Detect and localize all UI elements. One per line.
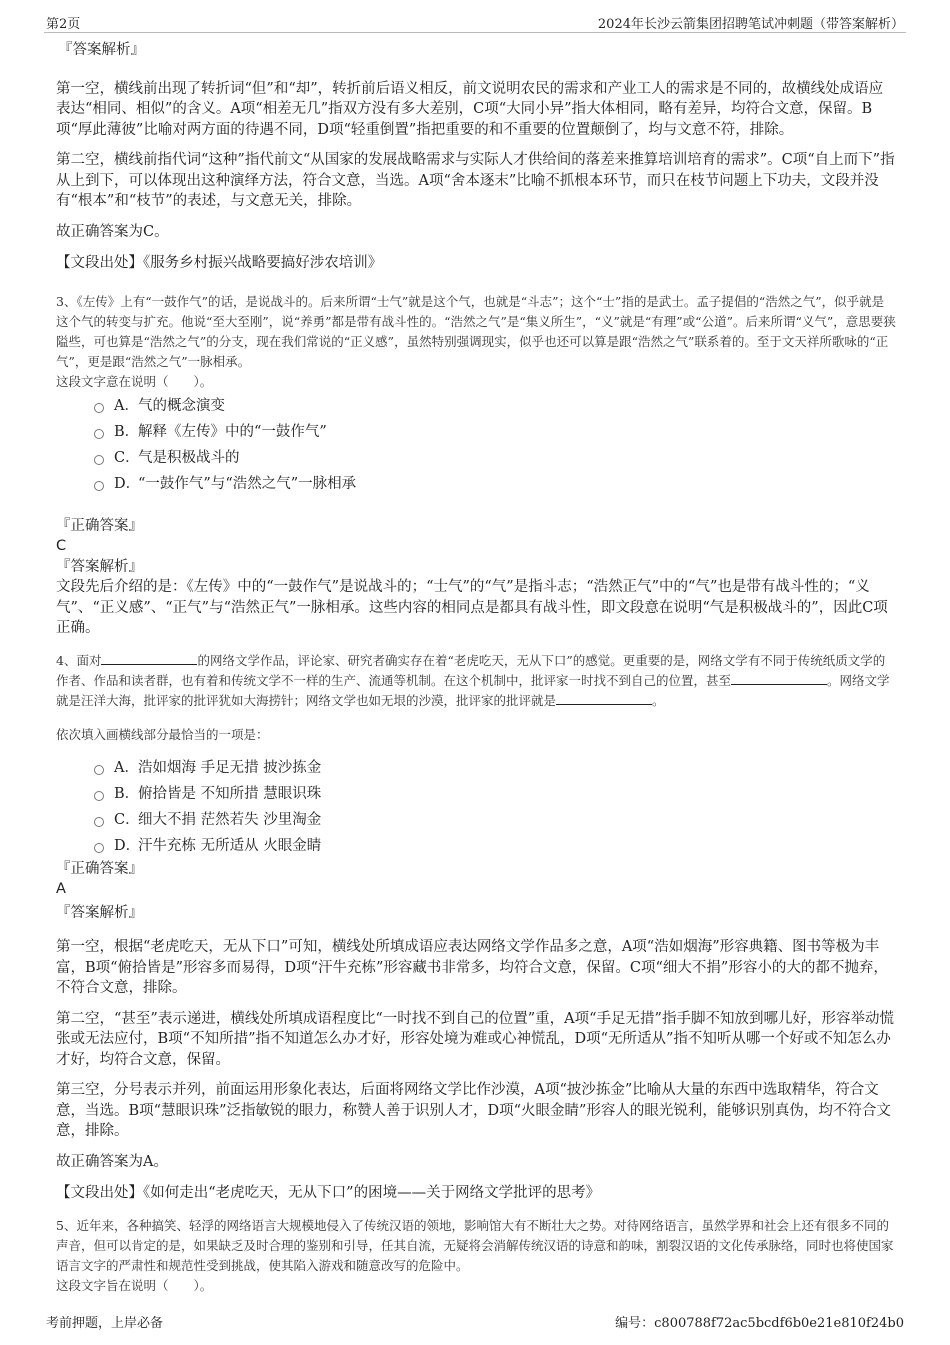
q3-options — [94, 393, 896, 497]
q2-analysis-para1: 第一空，横线前出现了转折词“但”和“却”，转折前后语义相反，前文说明农民的需求和产业工人的需求是不同的，故横线处成语应表达“相同、相似”的含义。A项“相差无几”指双方没有多大差别，C项“大同小异”指大体相同，略有差异，均符合文意，保留。B项“厚此薄彼”比喻对两方面的待遇不同，D项“轻重倒置”指把重要的和不重要的位置颠倒了，均与文意不符，排除。 — [56, 80, 884, 138]
q3-option-d[interactable]: D．“一鼓作气”与“浩然之气”一脉相承 — [94, 471, 896, 497]
q4-correct-label: 『正确答案』 — [56, 860, 143, 877]
q4-option-d[interactable]: D．汗牛充栋 无所适从 火眼金睛 — [94, 833, 896, 859]
blank-1 — [101, 652, 197, 665]
radio-icon[interactable] — [94, 817, 104, 827]
document-id: 编号：c800788f72ac5bcdf6b0e21e810f24b0 — [615, 1316, 904, 1331]
blank-3 — [556, 692, 652, 705]
q4-option-b[interactable]: B．俯拾皆是 不知所措 慧眼识珠 — [94, 781, 896, 807]
q4-analysis-label: 『答案解析』 — [56, 904, 143, 921]
document-title: 2024年长沙云箭集团招聘笔试冲刺题（带答案解析） — [597, 17, 904, 32]
q4-source: 【文段出处】《如何走出“老虎吃天，无从下口”的困境——关于网络文学批评的思考》 — [56, 1185, 601, 1201]
q3-stem: 3、《左传》上有“一鼓作气”的话，是说战斗的。后来所谓“士气”就是这个气，也就是“斗志”；这个“士”指的是武士。孟子提倡的“浩然之气”，似乎就是这个气的转变与扩充。他说“至大至刚”，说“养勇”都是带有战斗性的。“浩然之气”是“集义所生”，“义”就是“有理”或“公道”。后来所谓“义气”，意思要狭隘些，可也算是“浩然之气”的分支，现在我们常说的“正义感”，虽然特别强调现实，似乎也还可以算是跟“浩然之气”联系着的。至于文天祥所歌咏的“正气”，更是跟“浩然之气”一脉相承。 — [56, 293, 896, 369]
radio-icon[interactable] — [94, 429, 104, 439]
page-header — [44, 10, 906, 33]
blank-2 — [731, 672, 827, 685]
q5-stem: 5、近年来，各种搞笑、轻浮的网络语言大规模地侵入了传统汉语的领地，影响馆大有不断壮大之势。对待网络语言，虽然学界和社会上还有很多不同的声音，但可以肯定的是，如果缺乏及时合理的鉴别和引导，任其自流，无疑将会消解传统汉语的诗意和韵味，割裂汉语的文化传承脉络，同时也将使国家语言文字的严肃性和规范性受到挑战，使其陷入游戏和随意改写的危险中。 — [56, 1217, 894, 1273]
footer-slogan: 考前押题，上岸必备 — [46, 1316, 164, 1331]
q4-options — [94, 755, 896, 859]
radio-icon[interactable] — [94, 791, 104, 801]
q3-analysis-label: 『答案解析』 — [56, 558, 143, 575]
q4-analysis-para3: 第三空，分号表示并列，前面运用形象化表达，后面将网络文学比作沙漠，A项“披沙拣金”比喻从大量的东西中选取精华，符合文意，当选。B项“慧眼识珠”泛指敏锐的眼力，称赞人善于识别人才，D项“火眼金睛”形容人的眼光锐利，能够识别真伪，均不符合文意，排除。 — [56, 1082, 891, 1139]
q3-question: 这段文字意在说明（ ）。 — [56, 373, 213, 389]
q4-conclusion: 故正确答案为A。 — [56, 1153, 168, 1170]
q4-option-a[interactable]: A．浩如烟海 手足无措 披沙拣金 — [94, 755, 896, 781]
page-number: 第2页 — [46, 17, 81, 32]
radio-icon[interactable] — [94, 843, 104, 853]
q4-option-c[interactable]: C．细大不捐 茫然若失 沙里淘金 — [94, 807, 896, 833]
radio-icon[interactable] — [94, 455, 104, 465]
q4-correct-answer: A — [56, 881, 66, 897]
radio-icon[interactable] — [94, 481, 104, 491]
q3-option-a[interactable]: A．气的概念演变 — [94, 393, 896, 419]
q3-correct-label: 『正确答案』 — [56, 517, 143, 534]
q2-analysis-label: 『答案解析』 — [58, 42, 145, 58]
q3-correct-answer: C — [56, 538, 67, 554]
q5-question: 这段文字旨在说明（ ）。 — [56, 1277, 213, 1293]
q3-analysis: 文段先后介绍的是：《左传》中的“一鼓作气”是说战斗的；“士气”的“气”是指斗志；“浩然正气”中的“气”也是带有战斗性的；“义气”、“正义感”、“正气”与“浩然正气”一脉相承。这些内容的相同点是都具有战斗性，即文段意在说明“气是积极战斗的”，因此C项正确。 — [56, 579, 888, 636]
q4-analysis-para2: 第二空，“甚至”表示递进，横线处所填成语程度比“一时找不到自己的位置”重，A项“手足无措”指手脚不知放到哪儿好，形容举动慌张或无法应付，B项“不知所措”指不知道怎么办才好，形容处境为难或心神慌乱，D项“无所适从”指不知听从哪一个好或不知怎么办才好，均符合文意，保留。 — [56, 1010, 894, 1068]
page-content — [56, 40, 896, 1296]
q4-analysis-para1: 第一空，根据“老虎吃天，无从下口”可知，横线处所填成语应表达网络文学作品多之意，A项“浩如烟海”形容典籍、图书等极为丰富，B项“俯拾皆是”形容多而易得，D项“汗牛充栋”形容藏书非常多，均符合文意，保留。C项“细大不捐”形容小的大的都不抛弃，不符合文意，排除。 — [56, 939, 888, 996]
q2-analysis-para2: 第二空，横线前指代词“这种”指代前文“从国家的发展战略需求与实际人才供给间的落差来推算培训培育的需求”。C项“自上而下”指从上到下，可以体现出这种演绎方法，符合文意，当选。A项“舍本逐末”比喻不抓根本环节，而只在枝节问题上下功夫，文段并没有“根本”和“枝节”的表述，与文意无关，排除。 — [56, 152, 895, 209]
q4-stem: 4、面对 的网络文学作品，评论家、研究者确实存在着“老虎吃天，无从下口”的感觉。更重要的是，网络文学有不同于传统纸质文学的作者、作品和读者群，也有着和传统文学不一样的生产、流通等机制。在这个机制中，批评家一时找不到自己的位置，甚至 。网络文学就是汪洋大海，批评家的批评犹如大海捞针；网络文学也如无垠的沙漠，批评家的批评就是 。 — [56, 652, 890, 708]
q3-option-c[interactable]: C．气是积极战斗的 — [94, 445, 896, 471]
q3-option-b[interactable]: B．解释《左传》中的“一鼓作气” — [94, 419, 896, 445]
radio-icon[interactable] — [94, 403, 104, 413]
q4-question: 依次填入画横线部分最恰当的一项是： — [56, 726, 269, 742]
q2-source: 【文段出处】《服务乡村振兴战略要搞好涉农培训》 — [56, 255, 383, 271]
radio-icon[interactable] — [94, 765, 104, 775]
q2-conclusion: 故正确答案为C。 — [56, 223, 169, 240]
